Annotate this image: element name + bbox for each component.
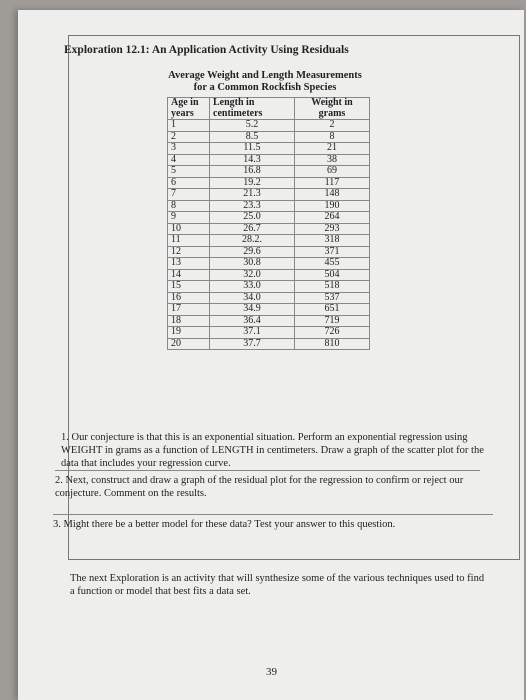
cell-age: 1 (168, 120, 210, 132)
question-2: 2. Next, construct and draw a graph of the residual plot for the regression to confirm or reject our conjecture. Comment on the results. (55, 470, 480, 500)
table-row (168, 177, 370, 189)
header-age-line1: Age in (171, 97, 199, 108)
table-row (168, 338, 370, 350)
cell-weight: 504 (295, 269, 370, 281)
cell-length: 30.8 (210, 258, 295, 270)
cell-age: 17 (168, 304, 210, 316)
cell-weight: 318 (295, 235, 370, 247)
cell-age: 2 (168, 131, 210, 143)
cell-weight: 117 (295, 177, 370, 189)
cell-age: 8 (168, 200, 210, 212)
table-header-row (168, 98, 370, 120)
cell-length: 36.4 (210, 315, 295, 327)
cell-weight: 148 (295, 189, 370, 201)
cell-age: 3 (168, 143, 210, 155)
cell-weight: 8 (295, 131, 370, 143)
cell-length: 14.3 (210, 154, 295, 166)
cell-weight: 293 (295, 223, 370, 235)
cell-weight: 38 (295, 154, 370, 166)
header-length-line2: centimeters (213, 107, 263, 119)
cell-age: 19 (168, 327, 210, 339)
table-row (168, 223, 370, 235)
cell-weight: 455 (295, 258, 370, 270)
cell-length: 37.1 (210, 327, 295, 339)
table-row (168, 315, 370, 327)
cell-weight: 21 (295, 143, 370, 155)
question-3: 3. Might there be a better model for these data? Test your answer to this question. (53, 514, 493, 531)
table-row (168, 200, 370, 212)
cell-age: 20 (168, 338, 210, 350)
cell-age: 12 (168, 246, 210, 258)
table-row (168, 269, 370, 281)
header-age-line2: years (171, 107, 194, 119)
cell-weight: 810 (295, 338, 370, 350)
cell-weight: 264 (295, 212, 370, 224)
cell-age: 16 (168, 292, 210, 304)
cell-weight: 537 (295, 292, 370, 304)
next-exploration-text: The next Exploration is an activity that will synthesize some of the various techniques used to find a function or model that best fits a data set. (70, 573, 485, 597)
table-row (168, 120, 370, 132)
table-row (168, 258, 370, 270)
cell-length: 29.6 (210, 246, 295, 258)
cell-weight: 69 (295, 166, 370, 178)
cell-age: 13 (168, 258, 210, 270)
table-title-line1: Average Weight and Length Measurements (168, 70, 362, 81)
cell-length: 28.2. (210, 235, 295, 247)
cell-age: 9 (168, 212, 210, 224)
table-title-line2: for a Common Rockfish Species (193, 82, 337, 93)
table-row (168, 166, 370, 178)
rockfish-data-table (167, 97, 370, 350)
table-row (168, 189, 370, 201)
cell-age: 15 (168, 281, 210, 293)
cell-age: 5 (168, 166, 210, 178)
table-row (168, 154, 370, 166)
table-row (168, 281, 370, 293)
cell-weight: 719 (295, 315, 370, 327)
cell-weight: 2 (295, 120, 370, 132)
cell-length: 16.8 (210, 166, 295, 178)
cell-length: 25.0 (210, 212, 295, 224)
header-length (210, 98, 295, 120)
cell-age: 6 (168, 177, 210, 189)
table-row (168, 246, 370, 258)
cell-age: 4 (168, 154, 210, 166)
cell-age: 14 (168, 269, 210, 281)
table-row (168, 292, 370, 304)
cell-length: 5.2 (210, 120, 295, 132)
table-title (140, 70, 390, 94)
cell-age: 18 (168, 315, 210, 327)
cell-length: 32.0 (210, 269, 295, 281)
cell-weight: 190 (295, 200, 370, 212)
cell-length: 23.3 (210, 200, 295, 212)
table-row (168, 212, 370, 224)
header-weight (295, 98, 370, 120)
cell-weight: 371 (295, 246, 370, 258)
table-row (168, 143, 370, 155)
cell-length: 8.5 (210, 131, 295, 143)
cell-age: 7 (168, 189, 210, 201)
cell-length: 34.0 (210, 292, 295, 304)
exploration-title: Exploration 12.1: An Application Activity Using Residuals (64, 44, 349, 56)
cell-weight: 726 (295, 327, 370, 339)
cell-length: 11.5 (210, 143, 295, 155)
table-row (168, 131, 370, 143)
cell-length: 19.2 (210, 177, 295, 189)
cell-weight: 518 (295, 281, 370, 293)
cell-age: 11 (168, 235, 210, 247)
page-number: 39 (266, 666, 277, 678)
cell-length: 37.7 (210, 338, 295, 350)
table-row (168, 235, 370, 247)
table-row (168, 304, 370, 316)
header-weight-line1: Weight in (311, 97, 353, 108)
header-weight-line2: grams (318, 107, 346, 119)
cell-weight: 651 (295, 304, 370, 316)
cell-age: 10 (168, 223, 210, 235)
cell-length: 26.7 (210, 223, 295, 235)
cell-length: 21.3 (210, 189, 295, 201)
table-row (168, 327, 370, 339)
cell-length: 34.9 (210, 304, 295, 316)
header-age (168, 98, 210, 120)
question-1: 1. Our conjecture is that this is an exponential situation. Perform an exponential regression using WEIGHT in grams as a function of LENGTH in centimeters. Draw a graph of the scatter plot for the data that includes your regression curve. (61, 432, 484, 469)
header-length-line1: Length in (213, 97, 255, 108)
cell-length: 33.0 (210, 281, 295, 293)
